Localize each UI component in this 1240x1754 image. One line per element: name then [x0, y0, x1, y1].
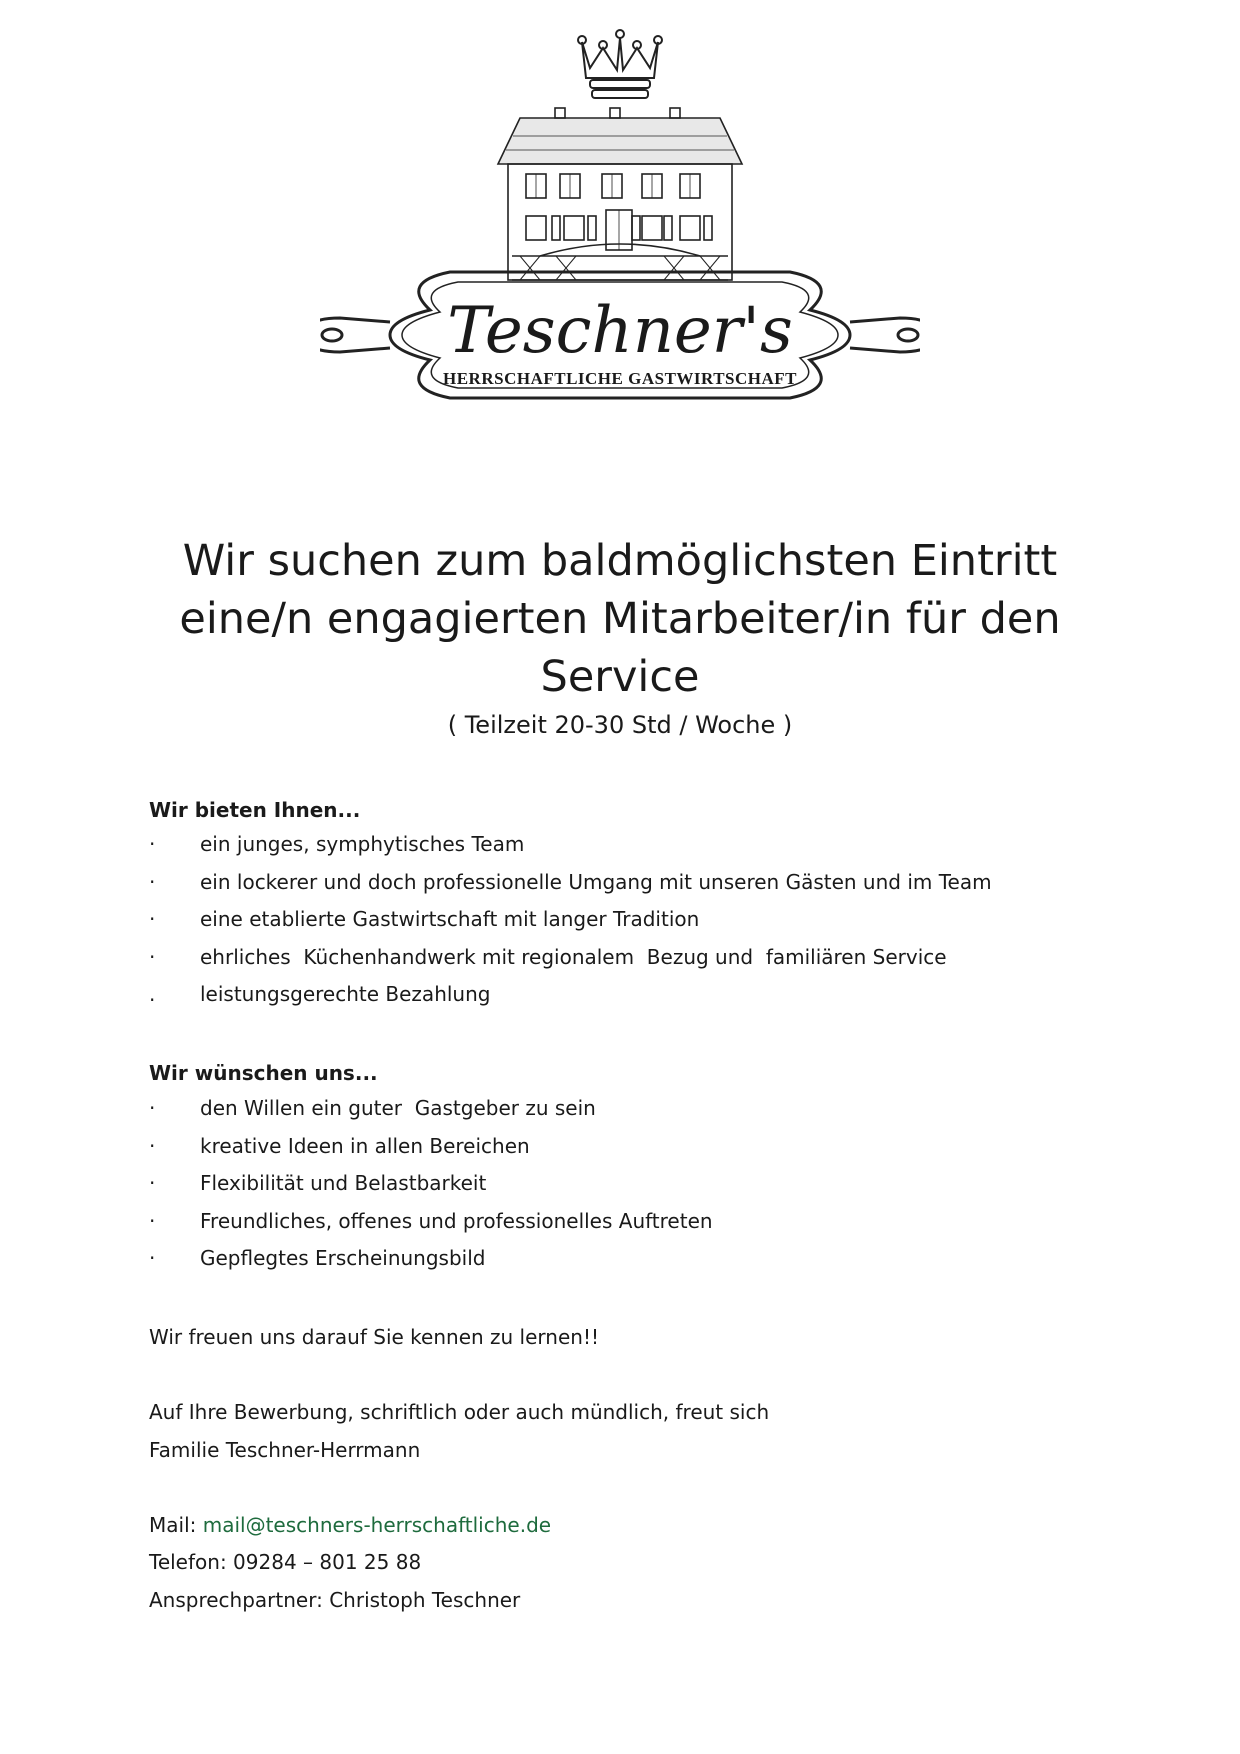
- list-item: [149, 901, 1149, 939]
- crown-icon: [578, 30, 662, 98]
- bullet-mark: .: [149, 982, 156, 1006]
- list-item: [149, 864, 1149, 902]
- bullet-mark: ·: [149, 1096, 156, 1120]
- list-item-text: Freundliches, offenes und professionelles Auftreten: [200, 1208, 713, 1233]
- list-item-text: leistungsgerechte Bezahlung: [200, 982, 491, 1006]
- list-item: [149, 1203, 1149, 1241]
- headline-line-1: Wir suchen zum baldmöglichsten Eintritt: [182, 536, 1058, 586]
- phone-number: 09284 – 801 25 88: [233, 1550, 422, 1574]
- wish-list: [149, 1090, 1149, 1278]
- application-line-2: Familie Teschner-Herrmann: [149, 1438, 421, 1462]
- bullet-mark: ·: [149, 869, 156, 894]
- list-item-text: Flexibilität und Belastbarkeit: [200, 1171, 487, 1195]
- list-item-text: den Willen ein guter Gastgeber zu sein: [200, 1096, 596, 1120]
- list-item-text: ehrliches Küchenhandwerk mit regionalem Bezug und familiären Service: [200, 944, 947, 969]
- list-item: [149, 939, 1149, 977]
- bullet-mark: ·: [149, 1133, 156, 1158]
- logo-subtitle: HERRSCHAFTLICHE GASTWIRTSCHAFT: [443, 369, 797, 388]
- list-item-text: ein junges, symphytisches Team: [200, 832, 525, 856]
- bullet-mark: ·: [149, 832, 156, 856]
- offer-title: Wir bieten Ihnen...: [149, 798, 361, 822]
- mail-link[interactable]: mail@teschners-herrschaftliche.de: [202, 1513, 552, 1537]
- headline-line-3: Service: [540, 652, 700, 702]
- bullet-mark: ·: [149, 944, 156, 969]
- list-item-text: kreative Ideen in allen Bereichen: [200, 1133, 530, 1158]
- contact-phone: [149, 1548, 421, 1576]
- application-line-1: Auf Ihre Bewerbung, schriftlich oder auch mündlich, freut sich: [149, 1400, 770, 1424]
- house-illustration: [498, 108, 742, 280]
- closing-text: Wir freuen uns darauf Sie kennen zu lernen!!: [149, 1325, 599, 1349]
- bullet-mark: ·: [149, 1246, 156, 1270]
- list-item-text: Gepflegtes Erscheinungsbild: [200, 1246, 486, 1270]
- phone-label: Telefon:: [149, 1550, 234, 1574]
- headline-line-2: eine/n engagierten Mitarbeiter/in für den: [179, 594, 1061, 644]
- logo-name: Teschner's: [447, 294, 793, 368]
- list-item: [149, 1240, 1149, 1278]
- list-item: [149, 976, 1149, 1014]
- list-item: [149, 826, 1149, 864]
- headline-subline: ( Teilzeit 20-30 Std / Woche ): [447, 711, 793, 739]
- list-item: [149, 1090, 1149, 1128]
- list-item-text: eine etablierte Gastwirtschaft mit langer Tradition: [200, 907, 700, 931]
- list-item-text: ein lockerer und doch professionelle Umgang mit unseren Gästen und im Team: [200, 869, 992, 894]
- list-item: [149, 1128, 1149, 1166]
- person-name: Christoph Teschner: [329, 1588, 521, 1612]
- bullet-mark: ·: [149, 907, 156, 931]
- list-item: [149, 1165, 1149, 1203]
- bullet-mark: ·: [149, 1171, 156, 1195]
- contact-person: [149, 1586, 520, 1614]
- teschners-logo: [320, 10, 920, 480]
- bullet-mark: ·: [149, 1208, 156, 1233]
- contact-mail: [149, 1511, 551, 1539]
- offer-list: [149, 826, 1149, 1014]
- wish-title: Wir wünschen uns...: [149, 1061, 378, 1085]
- person-label: Ansprechpartner:: [149, 1588, 330, 1612]
- mail-label: Mail:: [149, 1513, 203, 1537]
